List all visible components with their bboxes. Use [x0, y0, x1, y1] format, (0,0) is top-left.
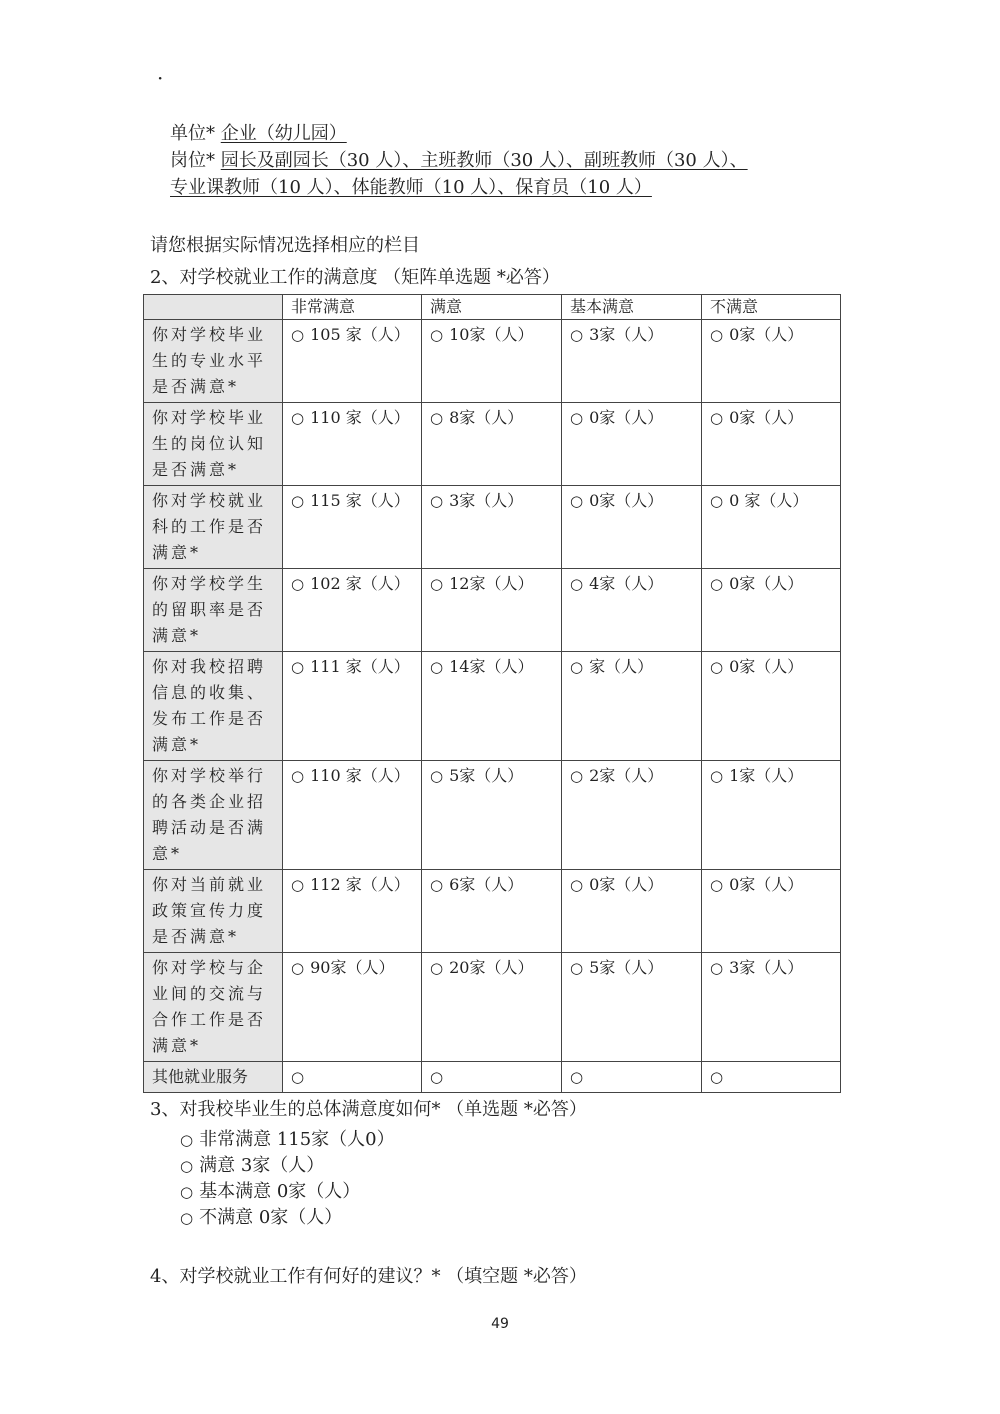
matrix-cell-count: 0 家（人）	[729, 491, 809, 510]
radio-icon: ○	[710, 326, 724, 344]
radio-icon: ○	[570, 575, 584, 593]
unit-block	[170, 120, 840, 201]
matrix-row	[144, 486, 841, 569]
matrix-cell-option[interactable]	[702, 403, 841, 486]
radio-icon: ○	[570, 658, 584, 676]
matrix-cell-option[interactable]	[702, 486, 841, 569]
matrix-cell-option[interactable]	[562, 870, 702, 953]
unit-line	[170, 120, 840, 147]
matrix-cell-count: 10家（人）	[449, 325, 534, 344]
radio-icon: ○	[570, 326, 584, 344]
matrix-cell-count: 3家（人）	[729, 958, 804, 977]
matrix-cell-option[interactable]	[702, 870, 841, 953]
question-4-title: 4、对学校就业工作有何好的建议？* （填空题 *必答）	[150, 1266, 587, 1287]
q3-option-label: 不满意 0家（人）	[199, 1207, 343, 1228]
question-3-options	[180, 1127, 395, 1231]
radio-icon: ○	[570, 492, 584, 510]
radio-icon: ○	[291, 492, 305, 510]
matrix-row-question: 你对学校举行的各类企业招聘活动是否满意*	[144, 761, 283, 870]
matrix-cell-option[interactable]	[422, 1062, 562, 1093]
matrix-row	[144, 953, 841, 1062]
q3-option[interactable]	[180, 1127, 395, 1153]
matrix-cell-count: 1家（人）	[729, 766, 804, 785]
matrix-row	[144, 403, 841, 486]
matrix-cell-option[interactable]	[702, 953, 841, 1062]
matrix-cell-count: 105 家（人）	[310, 325, 410, 344]
matrix-cell-count: 0家（人）	[589, 408, 664, 427]
matrix-row	[144, 761, 841, 870]
matrix-cell-count: 6家（人）	[449, 875, 524, 894]
radio-icon: ○	[291, 409, 305, 427]
matrix-row-question: 其他就业服务	[144, 1062, 283, 1093]
q3-option-label: 非常满意 115家（人0）	[199, 1129, 395, 1150]
bullet-dot: ·	[157, 66, 164, 90]
matrix-cell-count: 102 家（人）	[310, 574, 410, 593]
matrix-cell-option[interactable]	[283, 953, 422, 1062]
page-number: 49	[491, 1316, 509, 1332]
matrix-cell-count: 5家（人）	[449, 766, 524, 785]
radio-icon: ○	[430, 767, 444, 785]
matrix-cell-option[interactable]	[283, 486, 422, 569]
matrix-cell-count: 14家（人）	[449, 657, 534, 676]
matrix-cell-option[interactable]	[562, 761, 702, 870]
matrix-cell-option[interactable]	[562, 953, 702, 1062]
matrix-row-question: 你对学校学生的留职率是否满意*	[144, 569, 283, 652]
radio-icon: ○	[291, 575, 305, 593]
matrix-cell-count: 5家（人）	[589, 958, 664, 977]
matrix-cell-option[interactable]	[562, 403, 702, 486]
radio-icon: ○	[430, 492, 444, 510]
radio-icon: ○	[710, 658, 724, 676]
matrix-row	[144, 1062, 841, 1093]
matrix-cell-count: 90家（人）	[310, 958, 395, 977]
matrix-cell-count: 0家（人）	[729, 875, 804, 894]
post-label: 岗位*	[170, 150, 215, 171]
matrix-cell-option[interactable]	[562, 652, 702, 761]
q3-option[interactable]	[180, 1179, 395, 1205]
matrix-row	[144, 320, 841, 403]
matrix-row	[144, 569, 841, 652]
matrix-cell-option[interactable]	[702, 569, 841, 652]
matrix-cell-count: 3家（人）	[449, 491, 524, 510]
matrix-cell-count: 2家（人）	[589, 766, 664, 785]
matrix-cell-count: 0家（人）	[729, 408, 804, 427]
radio-icon: ○	[710, 1068, 724, 1086]
radio-icon: ○	[430, 326, 444, 344]
matrix-row-question: 你对当前就业政策宣传力度是否满意*	[144, 870, 283, 953]
post-line-2	[170, 174, 840, 201]
matrix-cell-count: 8家（人）	[449, 408, 524, 427]
matrix-cell-option[interactable]	[422, 486, 562, 569]
post-value-line2: 专业课教师（10 人）、体能教师（10 人）、保育员（10 人）	[170, 177, 652, 198]
matrix-cell-count: 0家（人）	[589, 875, 664, 894]
matrix-row-question: 你对我校招聘信息的收集、发布工作是否满意*	[144, 652, 283, 761]
header-basically-satisfied: 基本满意	[562, 295, 702, 320]
matrix-cell-option[interactable]	[283, 569, 422, 652]
matrix-cell-option[interactable]	[422, 761, 562, 870]
matrix-cell-count: 115 家（人）	[310, 491, 410, 510]
question-2-title: 2、对学校就业工作的满意度 （矩阵单选题 *必答）	[150, 267, 560, 288]
matrix-cell-option[interactable]	[283, 870, 422, 953]
radio-icon: ○	[430, 575, 444, 593]
post-line	[170, 147, 840, 174]
matrix-cell-option[interactable]	[562, 569, 702, 652]
radio-icon: ○	[710, 409, 724, 427]
matrix-corner	[144, 295, 283, 320]
matrix-cell-option[interactable]	[283, 652, 422, 761]
radio-icon: ○	[710, 492, 724, 510]
matrix-row-question: 你对学校与企业间的交流与合作工作是否满意*	[144, 953, 283, 1062]
matrix-cell-option[interactable]	[283, 1062, 422, 1093]
q3-option[interactable]	[180, 1153, 395, 1179]
matrix-cell-count: 0家（人）	[589, 491, 664, 510]
matrix-cell-option[interactable]	[283, 761, 422, 870]
radio-icon: ○	[180, 1209, 194, 1227]
matrix-row-question: 你对学校毕业生的专业水平是否满意*	[144, 320, 283, 403]
radio-icon: ○	[570, 876, 584, 894]
unit-label: 单位*	[170, 123, 215, 144]
matrix-cell-count: 家（人）	[589, 657, 654, 676]
question-3-title: 3、对我校毕业生的总体满意度如何* （单选题 *必答）	[150, 1099, 587, 1120]
radio-icon: ○	[180, 1183, 194, 1201]
radio-icon: ○	[180, 1157, 194, 1175]
matrix-cell-count: 0家（人）	[729, 325, 804, 344]
matrix-cell-count: 3家（人）	[589, 325, 664, 344]
instruction-text: 请您根据实际情况选择相应的栏目	[150, 235, 420, 256]
radio-icon: ○	[430, 959, 444, 977]
matrix-cell-count: 0家（人）	[729, 574, 804, 593]
matrix-cell-option[interactable]	[283, 403, 422, 486]
radio-icon: ○	[291, 326, 305, 344]
matrix-cell-option[interactable]	[562, 1062, 702, 1093]
matrix-cell-option[interactable]	[702, 1062, 841, 1093]
radio-icon: ○	[291, 658, 305, 676]
matrix-cell-option[interactable]	[422, 569, 562, 652]
matrix-cell-option[interactable]	[422, 320, 562, 403]
matrix-cell-count: 20家（人）	[449, 958, 534, 977]
matrix-cell-option[interactable]	[283, 320, 422, 403]
matrix-cell-option[interactable]	[422, 870, 562, 953]
q3-option-label: 基本满意 0家（人）	[199, 1181, 361, 1202]
header-satisfied: 满意	[422, 295, 562, 320]
matrix-row	[144, 870, 841, 953]
matrix-cell-option[interactable]	[562, 320, 702, 403]
matrix-cell-count: 111 家（人）	[310, 657, 410, 676]
matrix-cell-option[interactable]	[702, 320, 841, 403]
q3-option[interactable]	[180, 1205, 395, 1231]
matrix-cell-count: 110 家（人）	[310, 766, 410, 785]
radio-icon: ○	[180, 1131, 194, 1149]
matrix-cell-option[interactable]	[702, 652, 841, 761]
matrix-row-question: 你对学校毕业生的岗位认知是否满意*	[144, 403, 283, 486]
radio-icon: ○	[570, 1068, 584, 1086]
radio-icon: ○	[291, 1068, 305, 1086]
radio-icon: ○	[710, 575, 724, 593]
matrix-cell-count: 112 家（人）	[310, 875, 410, 894]
matrix-row-question: 你对学校就业科的工作是否满意*	[144, 486, 283, 569]
radio-icon: ○	[291, 767, 305, 785]
q3-option-label: 满意 3家（人）	[199, 1155, 325, 1176]
unit-value: 企业（幼儿园）	[220, 123, 347, 144]
header-unsatisfied: 不满意	[702, 295, 841, 320]
radio-icon: ○	[291, 876, 305, 894]
matrix-cell-count: 12家（人）	[449, 574, 534, 593]
matrix-cell-count: 110 家（人）	[310, 408, 410, 427]
matrix-cell-count: 0家（人）	[729, 657, 804, 676]
radio-icon: ○	[710, 767, 724, 785]
matrix-cell-option[interactable]	[562, 486, 702, 569]
matrix-cell-option[interactable]	[422, 652, 562, 761]
radio-icon: ○	[570, 409, 584, 427]
radio-icon: ○	[710, 959, 724, 977]
radio-icon: ○	[291, 959, 305, 977]
matrix-cell-option[interactable]	[422, 403, 562, 486]
matrix-row	[144, 652, 841, 761]
radio-icon: ○	[570, 767, 584, 785]
matrix-header-row	[144, 295, 841, 320]
radio-icon: ○	[570, 959, 584, 977]
post-value-line1: 园长及副园长（30 人）、主班教师（30 人）、副班教师（30 人）、	[220, 150, 748, 171]
radio-icon: ○	[430, 876, 444, 894]
radio-icon: ○	[430, 658, 444, 676]
radio-icon: ○	[710, 876, 724, 894]
matrix-cell-count: 4家（人）	[589, 574, 664, 593]
matrix-cell-option[interactable]	[422, 953, 562, 1062]
satisfaction-matrix	[143, 294, 841, 1093]
radio-icon: ○	[430, 409, 444, 427]
header-very-satisfied: 非常满意	[283, 295, 422, 320]
matrix-cell-option[interactable]	[702, 761, 841, 870]
radio-icon: ○	[430, 1068, 444, 1086]
